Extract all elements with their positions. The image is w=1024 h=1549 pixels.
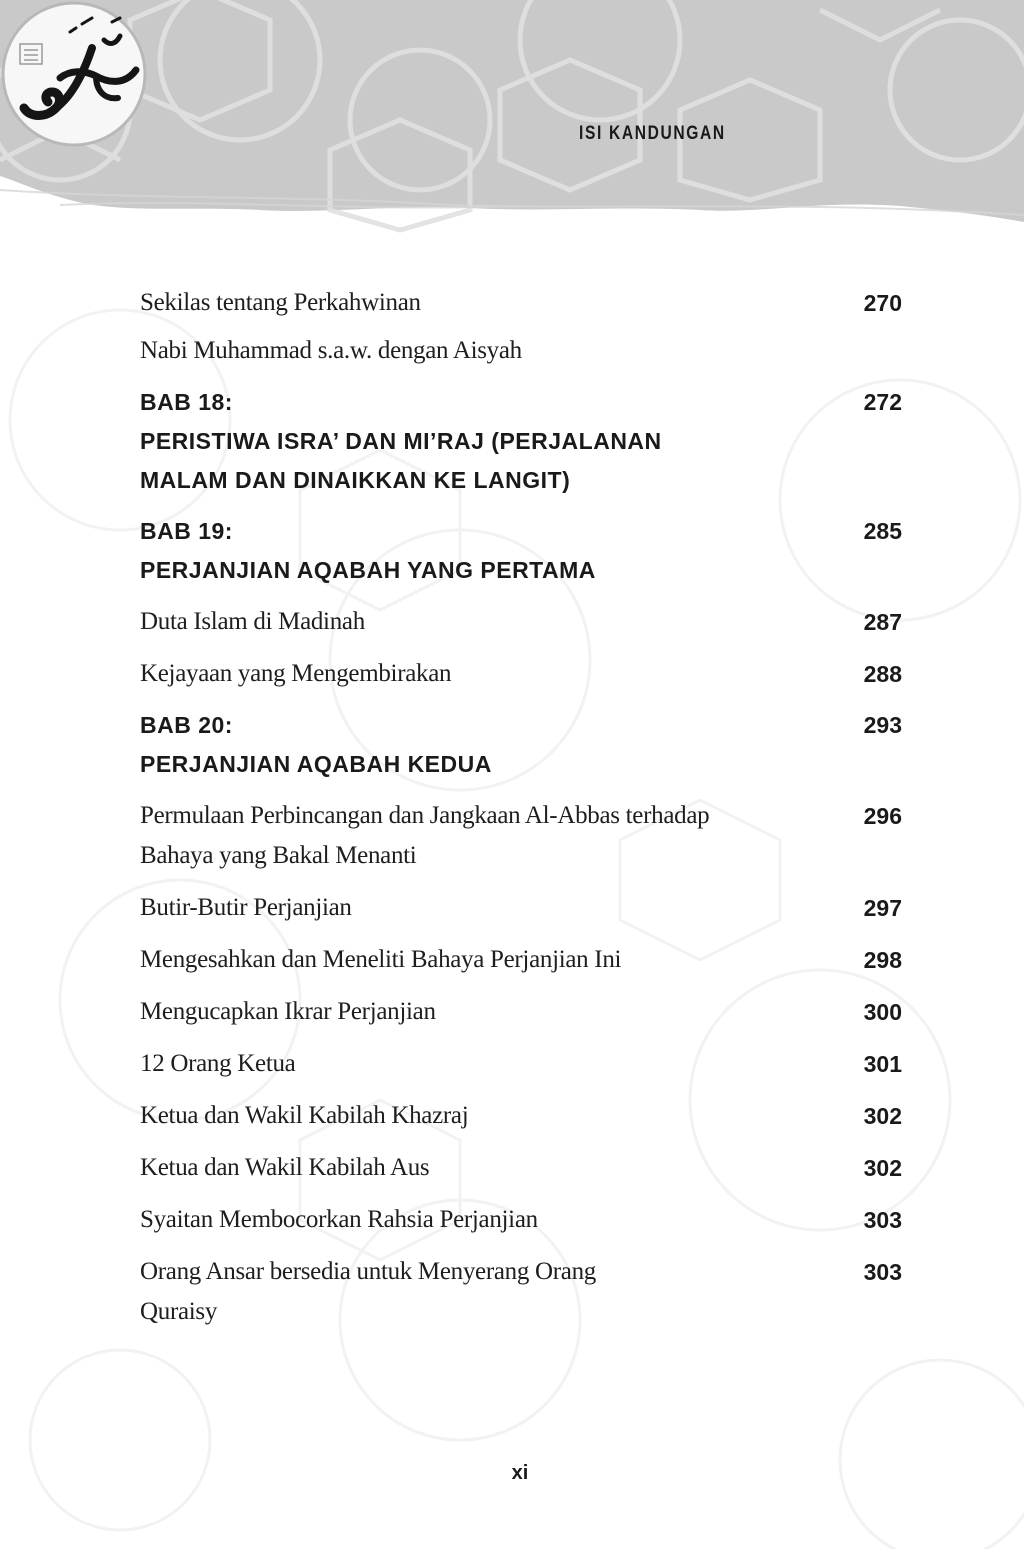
toc-entry-page: 293 bbox=[863, 712, 902, 738]
chapter-label: BAB 19: bbox=[140, 518, 233, 544]
toc-chapter[interactable] bbox=[140, 512, 904, 590]
toc-entry-title: Orang Ansar bersedia untuk Menyerang Orang Quraisy bbox=[140, 1258, 597, 1325]
toc-entry-title: Butir-Butir Perjanjian bbox=[140, 894, 352, 921]
toc-entry[interactable] bbox=[140, 1044, 904, 1084]
page-number: xi bbox=[511, 1462, 529, 1484]
chapter-title: PERISTIWA ISRA’ DAN MI’RAJ (PERJALANAN MALAM DAN DINAIKKAN KE LANGIT) bbox=[140, 428, 662, 493]
toc-entry[interactable] bbox=[140, 602, 904, 642]
toc-entry[interactable] bbox=[140, 1148, 904, 1188]
toc-entry[interactable] bbox=[140, 1096, 904, 1136]
toc-entry-page: 300 bbox=[863, 999, 902, 1025]
toc-entry-title: Mengesahkan dan Meneliti Bahaya Perjanjian Ini bbox=[140, 946, 622, 973]
chapter-title: PERJANJIAN AQABAH KEDUA bbox=[140, 751, 492, 777]
chapter-label: BAB 20: bbox=[140, 712, 233, 738]
toc-entry-page: 301 bbox=[863, 1051, 902, 1077]
toc-entry-title: 12 Orang Ketua bbox=[140, 1050, 296, 1077]
toc-entry[interactable] bbox=[140, 283, 904, 323]
toc-entry-page: 302 bbox=[863, 1103, 902, 1129]
toc-entry-page: 298 bbox=[863, 947, 902, 973]
toc-entry-page: 296 bbox=[863, 803, 902, 829]
toc-entry[interactable] bbox=[140, 1200, 904, 1240]
toc-entry-title: Permulaan Perbincangan dan Jangkaan Al-Abbas terhadap Bahaya yang Bakal Menanti bbox=[140, 802, 710, 869]
toc-entry-page: 287 bbox=[863, 609, 902, 635]
toc-entry-title: Ketua dan Wakil Kabilah Aus bbox=[140, 1154, 430, 1181]
toc-entry-page: 303 bbox=[863, 1207, 902, 1233]
toc-entry-title: Nabi Muhammad s.a.w. dengan Aisyah bbox=[140, 337, 522, 364]
toc-entry-page: 272 bbox=[863, 389, 902, 415]
toc-entry[interactable] bbox=[140, 888, 904, 928]
chapter-title: PERJANJIAN AQABAH YANG PERTAMA bbox=[140, 557, 596, 583]
toc-chapter[interactable] bbox=[140, 383, 904, 500]
toc-entry-title: Duta Islam di Madinah bbox=[140, 608, 365, 635]
toc-entry-title: Sekilas tentang Perkahwinan bbox=[140, 289, 421, 316]
toc-entry[interactable] bbox=[140, 796, 904, 876]
toc-entry[interactable] bbox=[140, 940, 904, 980]
toc-entry[interactable] bbox=[140, 1252, 904, 1332]
chapter-label: BAB 18: bbox=[140, 389, 233, 415]
toc-entry-page: 297 bbox=[863, 895, 902, 921]
toc-entry-page: 288 bbox=[863, 661, 902, 687]
muhammad-calligraphy-emblem-icon bbox=[0, 0, 148, 148]
toc-entry-page: 285 bbox=[863, 518, 902, 544]
toc-entry[interactable] bbox=[140, 654, 904, 694]
header-pattern bbox=[0, 0, 1024, 240]
header-band bbox=[0, 0, 1024, 240]
toc-chapter[interactable] bbox=[140, 706, 904, 784]
toc-entry-title: Ketua dan Wakil Kabilah Khazraj bbox=[140, 1102, 469, 1129]
toc-entry-page: 270 bbox=[863, 290, 902, 316]
toc-entry-title: Syaitan Membocorkan Rahsia Perjanjian bbox=[140, 1206, 538, 1233]
toc-entry-page: 302 bbox=[863, 1155, 902, 1181]
toc-entry[interactable] bbox=[140, 992, 904, 1032]
toc-entry-title: Kejayaan yang Mengembirakan bbox=[140, 660, 452, 687]
toc-entry-page: 303 bbox=[863, 1259, 902, 1285]
table-of-contents bbox=[140, 283, 904, 1332]
toc-entry[interactable] bbox=[140, 331, 904, 371]
toc-entry-title: Mengucapkan Ikrar Perjanjian bbox=[140, 998, 436, 1025]
section-title: ISI KANDUNGAN bbox=[579, 123, 726, 144]
